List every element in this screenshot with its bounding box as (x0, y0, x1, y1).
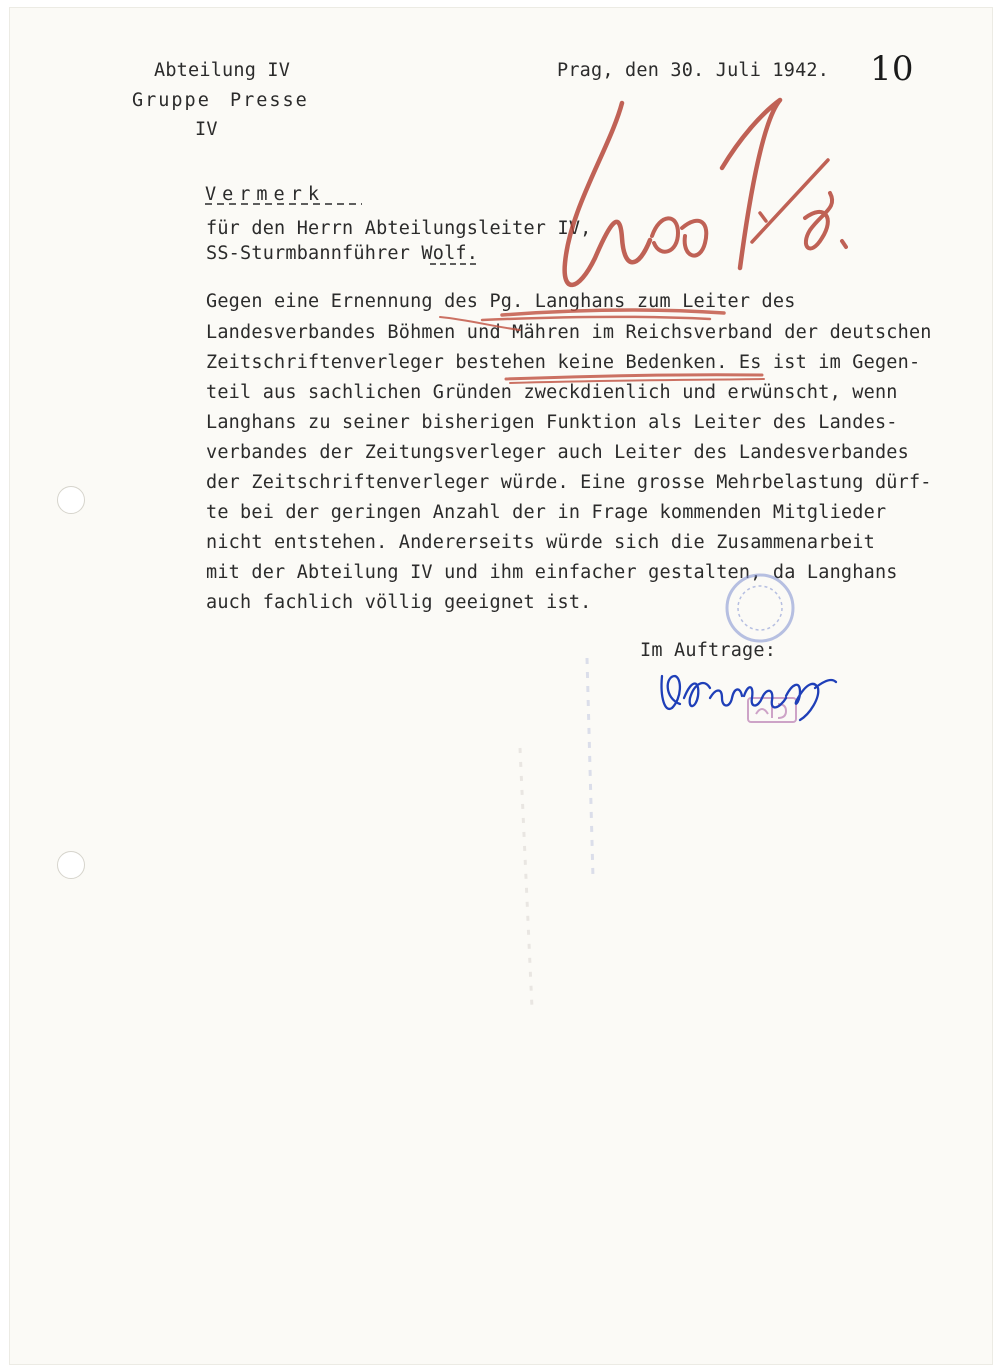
body-line: teil aus sachlichen Gründen zweckdienlich und erwünscht, wenn (206, 382, 898, 403)
subunit-label: IV (195, 119, 218, 140)
body-line: verbandes der Zeitungsverleger auch Leiter des Landesverbandes (206, 442, 909, 463)
recipient-line-2: SS-Sturmbannführer Wolf. (206, 243, 479, 264)
red-pencil-annotation (565, 100, 846, 285)
body-line: Zeitschriftenverleger bestehen keine Bedenken. Es ist im Gegen- (206, 352, 921, 373)
im-auftrage-label: Im Auftrage: (640, 640, 777, 661)
body-line: nicht entstehen. Andererseits würde sich die Zusammenarbeit (206, 532, 875, 553)
body-line: mit der Abteilung IV und ihm einfacher gestalten, da Langhans (206, 562, 898, 583)
body-line: Langhans zu seiner bisherigen Funktion als Leiter des Landes- (206, 412, 898, 433)
page-number: 10 (870, 49, 914, 89)
document-page (10, 8, 992, 1364)
faint-stamp-line (587, 658, 593, 878)
red-pencil-underline (440, 310, 764, 383)
department-label: Abteilung IV (154, 60, 291, 81)
body-line: auch fachlich völlig geeignet ist. (206, 592, 592, 613)
body-line: Landesverbandes Böhmen und Mähren im Reichsverband der deutschen (206, 322, 932, 343)
body-line: der Zeitschriftenverleger würde. Eine grosse Mehrbelastung dürf- (206, 472, 932, 493)
memo-title: Vermerk (205, 184, 325, 205)
round-stamp (727, 575, 793, 641)
group-label: Gruppe Presse (132, 90, 309, 111)
body-line: Gegen eine Ernennung des Pg. Langhans zum Leiter des (206, 291, 796, 312)
recipient-line-1: für den Herrn Abteilungsleiter IV, (206, 218, 592, 239)
place-date: Prag, den 30. Juli 1942. (557, 60, 830, 81)
annotation-layer (10, 8, 992, 1364)
faint-stamp-line (520, 748, 532, 1008)
body-line: te bei der geringen Anzahl der in Frage kommenden Mitglieder (206, 502, 887, 523)
